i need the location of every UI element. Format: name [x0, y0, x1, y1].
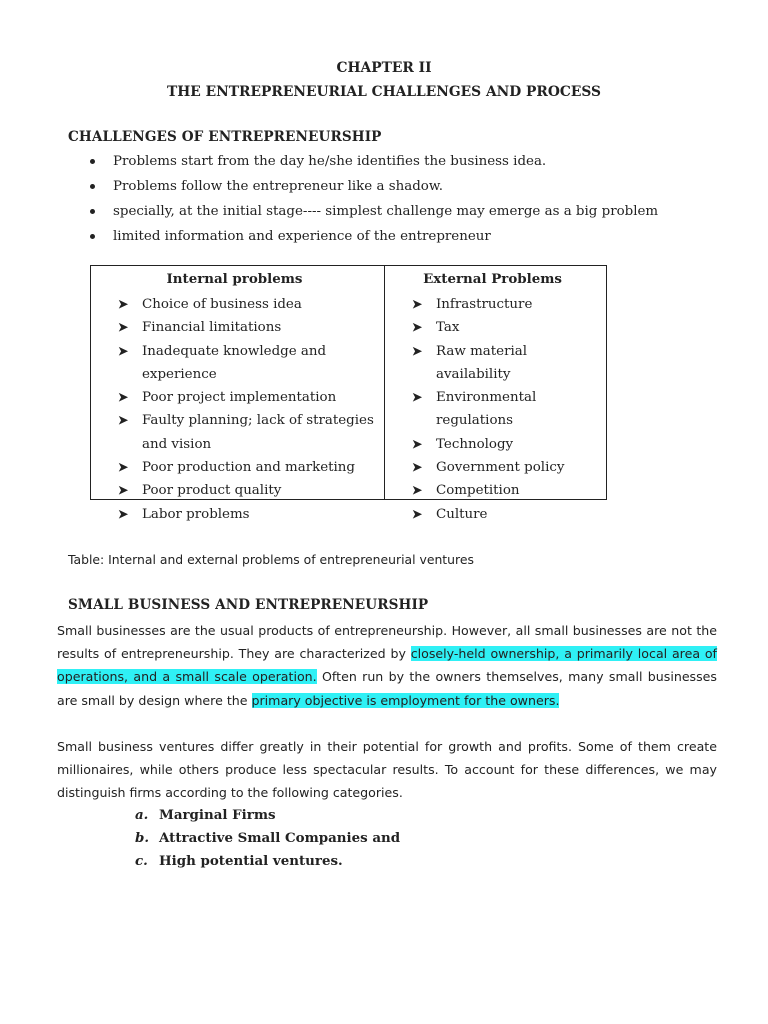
external-problems-column [385, 266, 606, 522]
section-heading-challenges: CHALLENGES OF ENTREPRENEURSHIP [68, 129, 382, 145]
table-caption: Table: Internal and external problems of entrepreneurial ventures [68, 552, 474, 567]
table-row: ➤ Culture [412, 503, 600, 526]
arrowhead-bullet-icon: ➤ [412, 297, 423, 311]
challenges-bullet-list [90, 153, 658, 253]
table-row: ➤ Government policy [412, 456, 600, 479]
section-heading-small-business: SMALL BUSINESS AND ENTREPRENEURSHIP [68, 597, 429, 613]
table-row: ➤ Environmental regulations [412, 386, 600, 433]
arrowhead-bullet-icon: ➤ [412, 390, 423, 405]
table-row: ➤ Raw material availability [412, 340, 600, 387]
table-row: ➤ Faulty planning; lack of strategies and vision [118, 409, 378, 456]
arrowhead-bullet-icon: ➤ [118, 483, 129, 498]
arrowhead-bullet-icon: ➤ [118, 343, 129, 358]
table-row: ➤ Financial limitations [118, 316, 378, 339]
arrowhead-bullet-icon: ➤ [118, 320, 129, 335]
chapter-label: CHAPTER II [336, 60, 432, 76]
table-row: ➤ Poor project implementation [118, 386, 378, 409]
arrowhead-bullet-icon: ➤ [412, 343, 423, 358]
list-item: Problems start from the day he/she identifies the business idea. [90, 153, 658, 178]
problems-table [90, 265, 607, 522]
chapter-title: THE ENTREPRENEURIAL CHALLENGES AND PROCESS [166, 84, 602, 100]
arrowhead-bullet-icon: ➤ [412, 436, 423, 451]
list-item: Problems follow the entrepreneur like a shadow. [90, 178, 658, 203]
arrowhead-bullet-icon: ➤ [412, 320, 423, 335]
list-item: limited information and experience of the entrepreneur [90, 228, 658, 253]
arrowhead-bullet-icon: ➤ [118, 297, 129, 311]
internal-problems-header: Internal problems [166, 271, 303, 287]
table-row: ➤ Poor product quality [118, 479, 378, 502]
internal-problems-column [91, 266, 385, 522]
highlighted-text: closely-held ownership, a primarily local area of operations, and a small scale operation. [57, 646, 717, 685]
list-item: b. Attractive Small Companies and [135, 830, 401, 846]
table-row: ➤ Choice of business idea [118, 293, 378, 316]
highlighted-text: primary objective is employment for the owners. [251, 692, 560, 708]
list-item: a. Marginal Firms [135, 807, 276, 823]
paragraph-ventures: Small business ventures differ greatly in their potential for growth and profits. Some of them create millionaires, while others produce less spectacular results. To account for these differences, we may distinguish firms according to the following categories. [57, 739, 717, 801]
external-problems-header: External Problems [423, 271, 562, 287]
arrowhead-bullet-icon: ➤ [118, 460, 129, 475]
table-row: ➤ Tax [412, 316, 600, 339]
table-row: ➤ Inadequate knowledge and experience [118, 340, 378, 387]
list-item: specially, at the initial stage---- simplest challenge may emerge as a big problem [90, 203, 658, 228]
arrowhead-bullet-icon: ➤ [118, 413, 129, 428]
arrowhead-bullet-icon: ➤ [118, 506, 129, 521]
table-row: ➤ Competition [412, 479, 600, 502]
arrowhead-bullet-icon: ➤ [412, 483, 423, 498]
table-row: ➤ Technology [412, 433, 600, 456]
list-item: c. High potential ventures. [135, 853, 343, 869]
paragraph-small-business: Small businesses are the usual products of entrepreneurship. However, all small businesses are not the results of entrepreneurship. They are characterized by closely-held ownership, a primarily local area of operations, and a small scale operation. Often run by the owners themselves, many small businesses are small by design where the primary objective is employment for the owners. [57, 623, 717, 708]
table-row: ➤ Poor production and marketing [118, 456, 378, 479]
arrowhead-bullet-icon: ➤ [118, 390, 129, 405]
categories-list [135, 806, 400, 875]
arrowhead-bullet-icon: ➤ [412, 460, 423, 475]
table-row: ➤ Infrastructure [412, 293, 600, 316]
arrowhead-bullet-icon: ➤ [412, 506, 423, 521]
table-row: ➤ Labor problems [118, 503, 378, 526]
